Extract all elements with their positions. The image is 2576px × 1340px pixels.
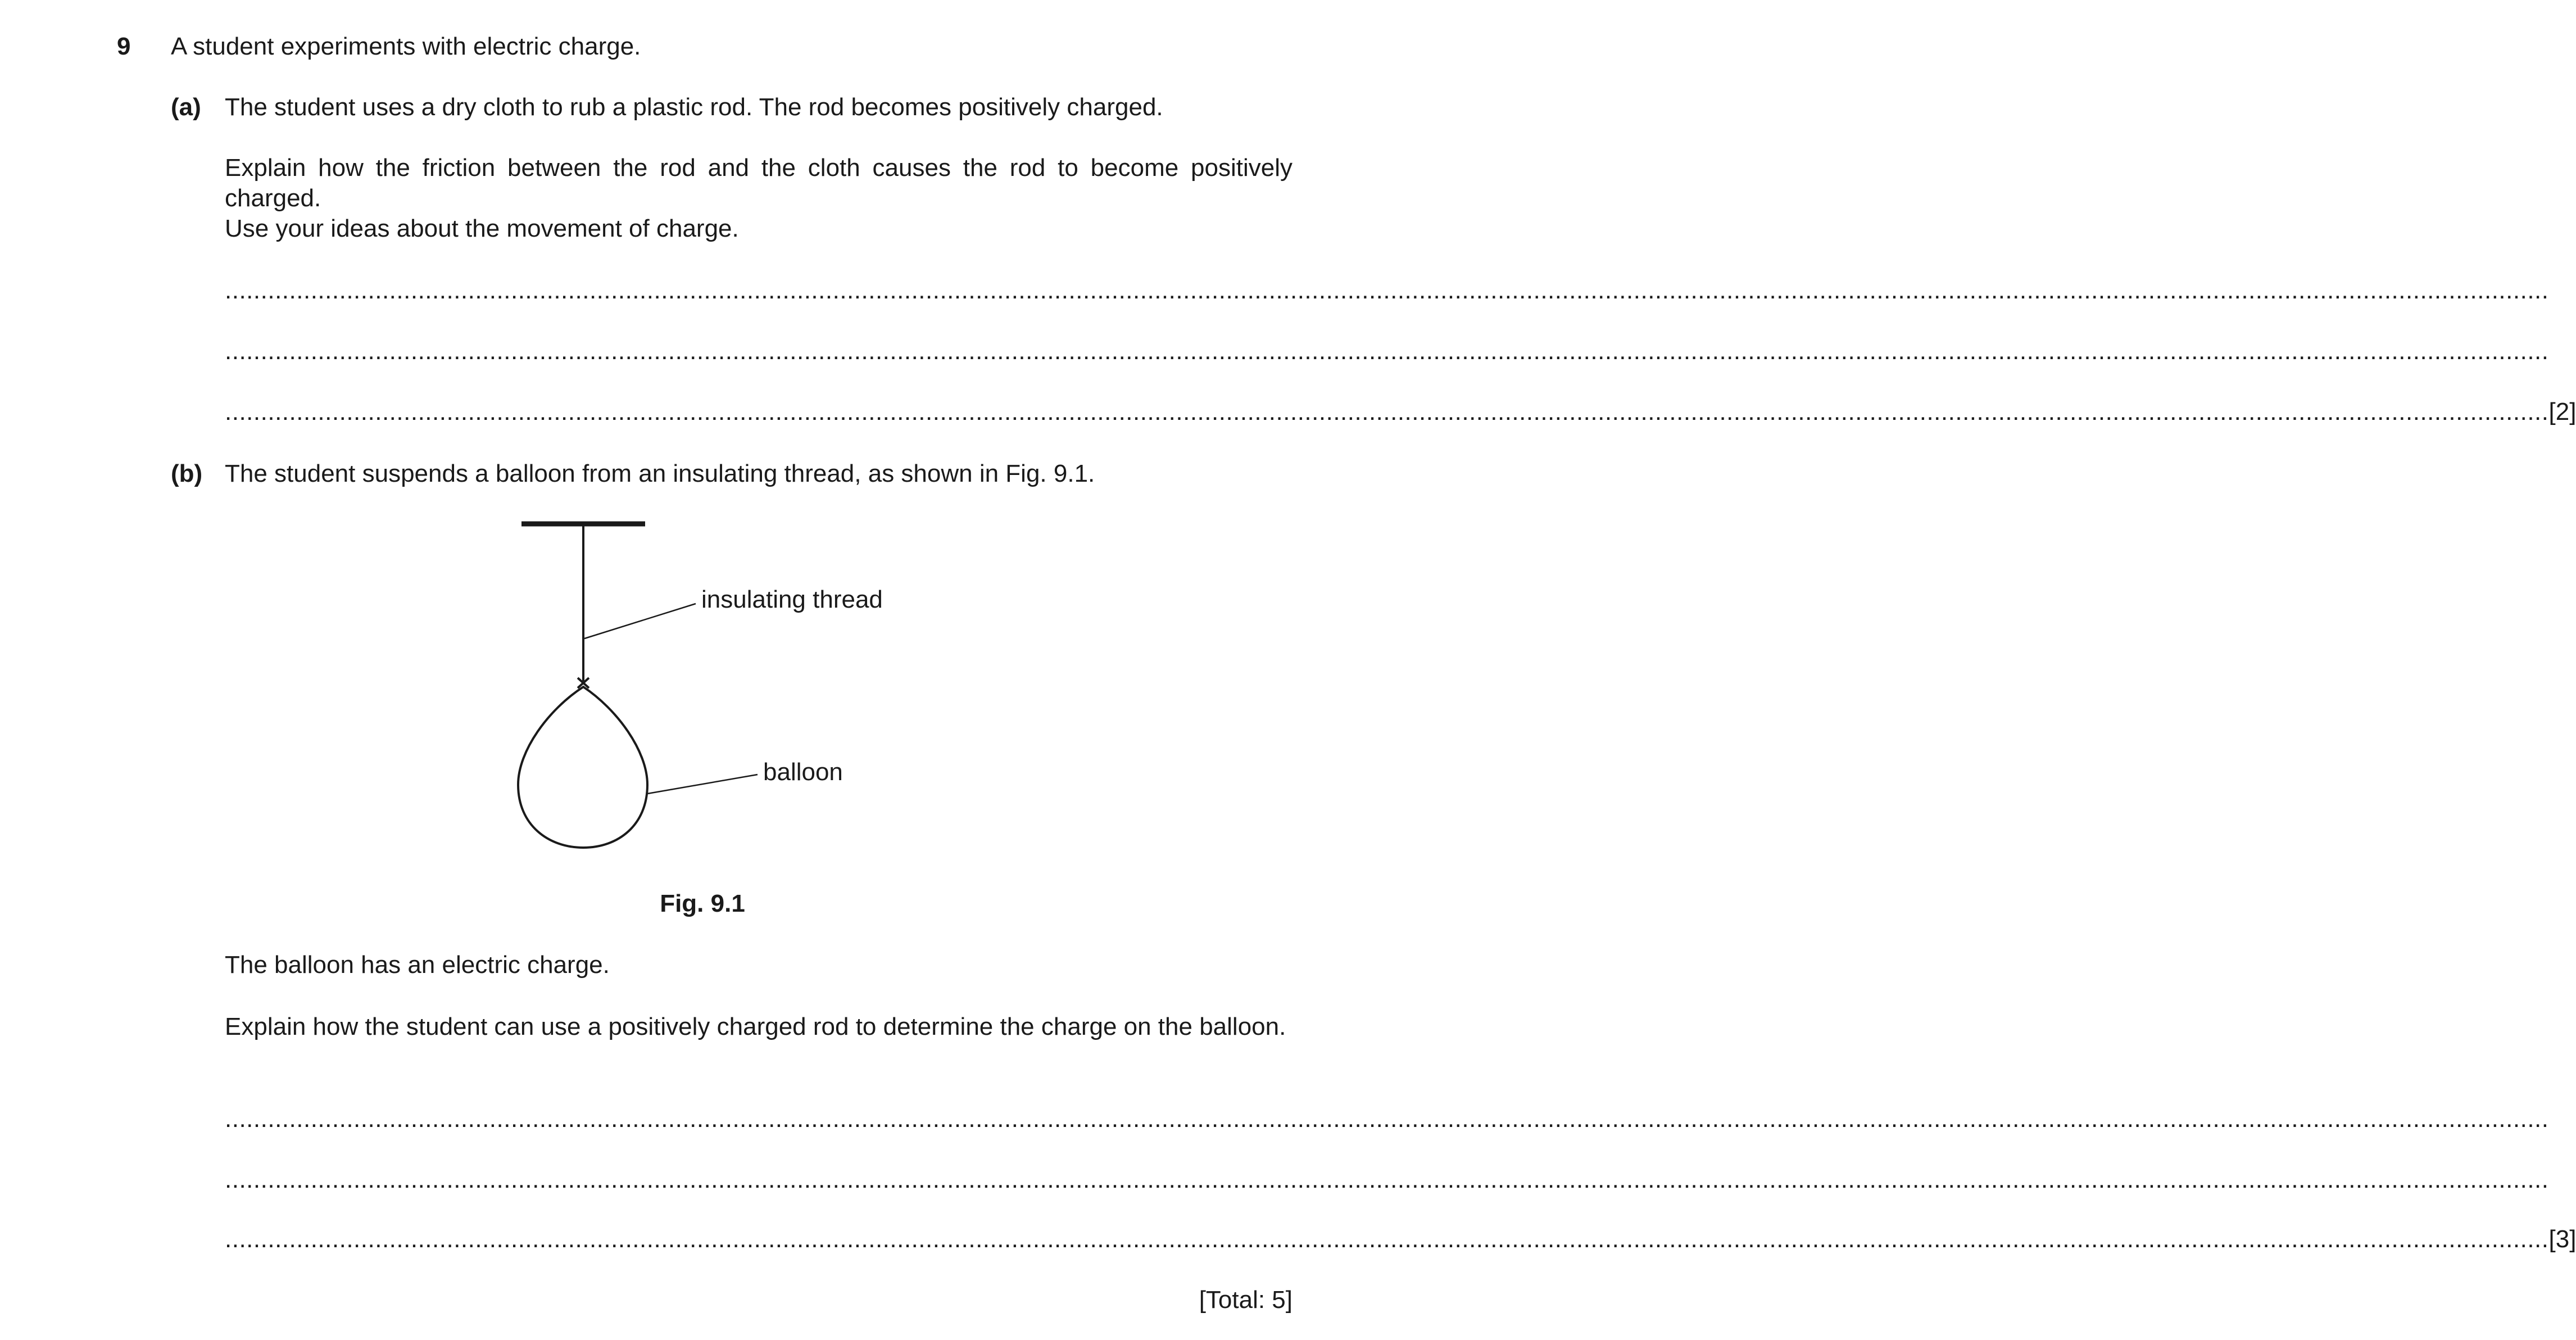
part-a-label: (a): [171, 93, 201, 121]
answer-line-b-3[interactable]: [225, 1225, 2576, 1255]
answer-dots: .....................................................................................................................................................................................................................................................................................................................................: [225, 337, 2549, 365]
answer-dots: .....................................................................................................................................................................................................................................................................................................................................: [225, 277, 2549, 305]
part-b-instruction: Explain how the student can use a positively charged rod to determine the charge on the balloon.: [225, 1013, 1286, 1040]
answer-dots: .....................................................................................................................................................................................................................................................................................................................................: [225, 1166, 2549, 1194]
marks-b: [3]: [2548, 1225, 2576, 1253]
thread-label: insulating thread: [701, 586, 883, 613]
answer-line-b-2[interactable]: [225, 1166, 2549, 1195]
marks-a: [2]: [2548, 398, 2576, 426]
balloon-outline: [518, 687, 647, 848]
part-b-info: The balloon has an electric charge.: [225, 951, 610, 979]
part-a-statement: The student uses a dry cloth to rub a plastic rod. The rod becomes positively charged.: [225, 93, 1163, 121]
part-b-statement: The student suspends a balloon from an insulating thread, as shown in Fig. 9.1.: [225, 460, 1095, 487]
answer-dots: .....................................................................................................................................................................................................................................................................................................................................: [225, 398, 2549, 426]
question-number: 9: [117, 33, 131, 60]
answer-line-b-1[interactable]: [225, 1105, 2549, 1134]
total-marks: [Total: 5]: [1199, 1286, 1292, 1314]
balloon-label: balloon: [763, 758, 843, 786]
balloon-label-leader: [647, 775, 758, 794]
part-b-label: (b): [171, 460, 203, 487]
part-a-instruction: Explain how the friction between the rod and the cloth causes the rod to become positively charged.: [225, 154, 1292, 212]
answer-dots: .....................................................................................................................................................................................................................................................................................................................................: [225, 1105, 2549, 1133]
part-a-instruction-hint: Use your ideas about the movement of charge.: [225, 215, 739, 242]
answer-dots: .....................................................................................................................................................................................................................................................................................................................................: [225, 1225, 2549, 1253]
thread-label-leader: [584, 604, 696, 639]
question-intro: A student experiments with electric charge.: [171, 33, 641, 60]
figure-caption: Fig. 9.1: [660, 890, 745, 917]
